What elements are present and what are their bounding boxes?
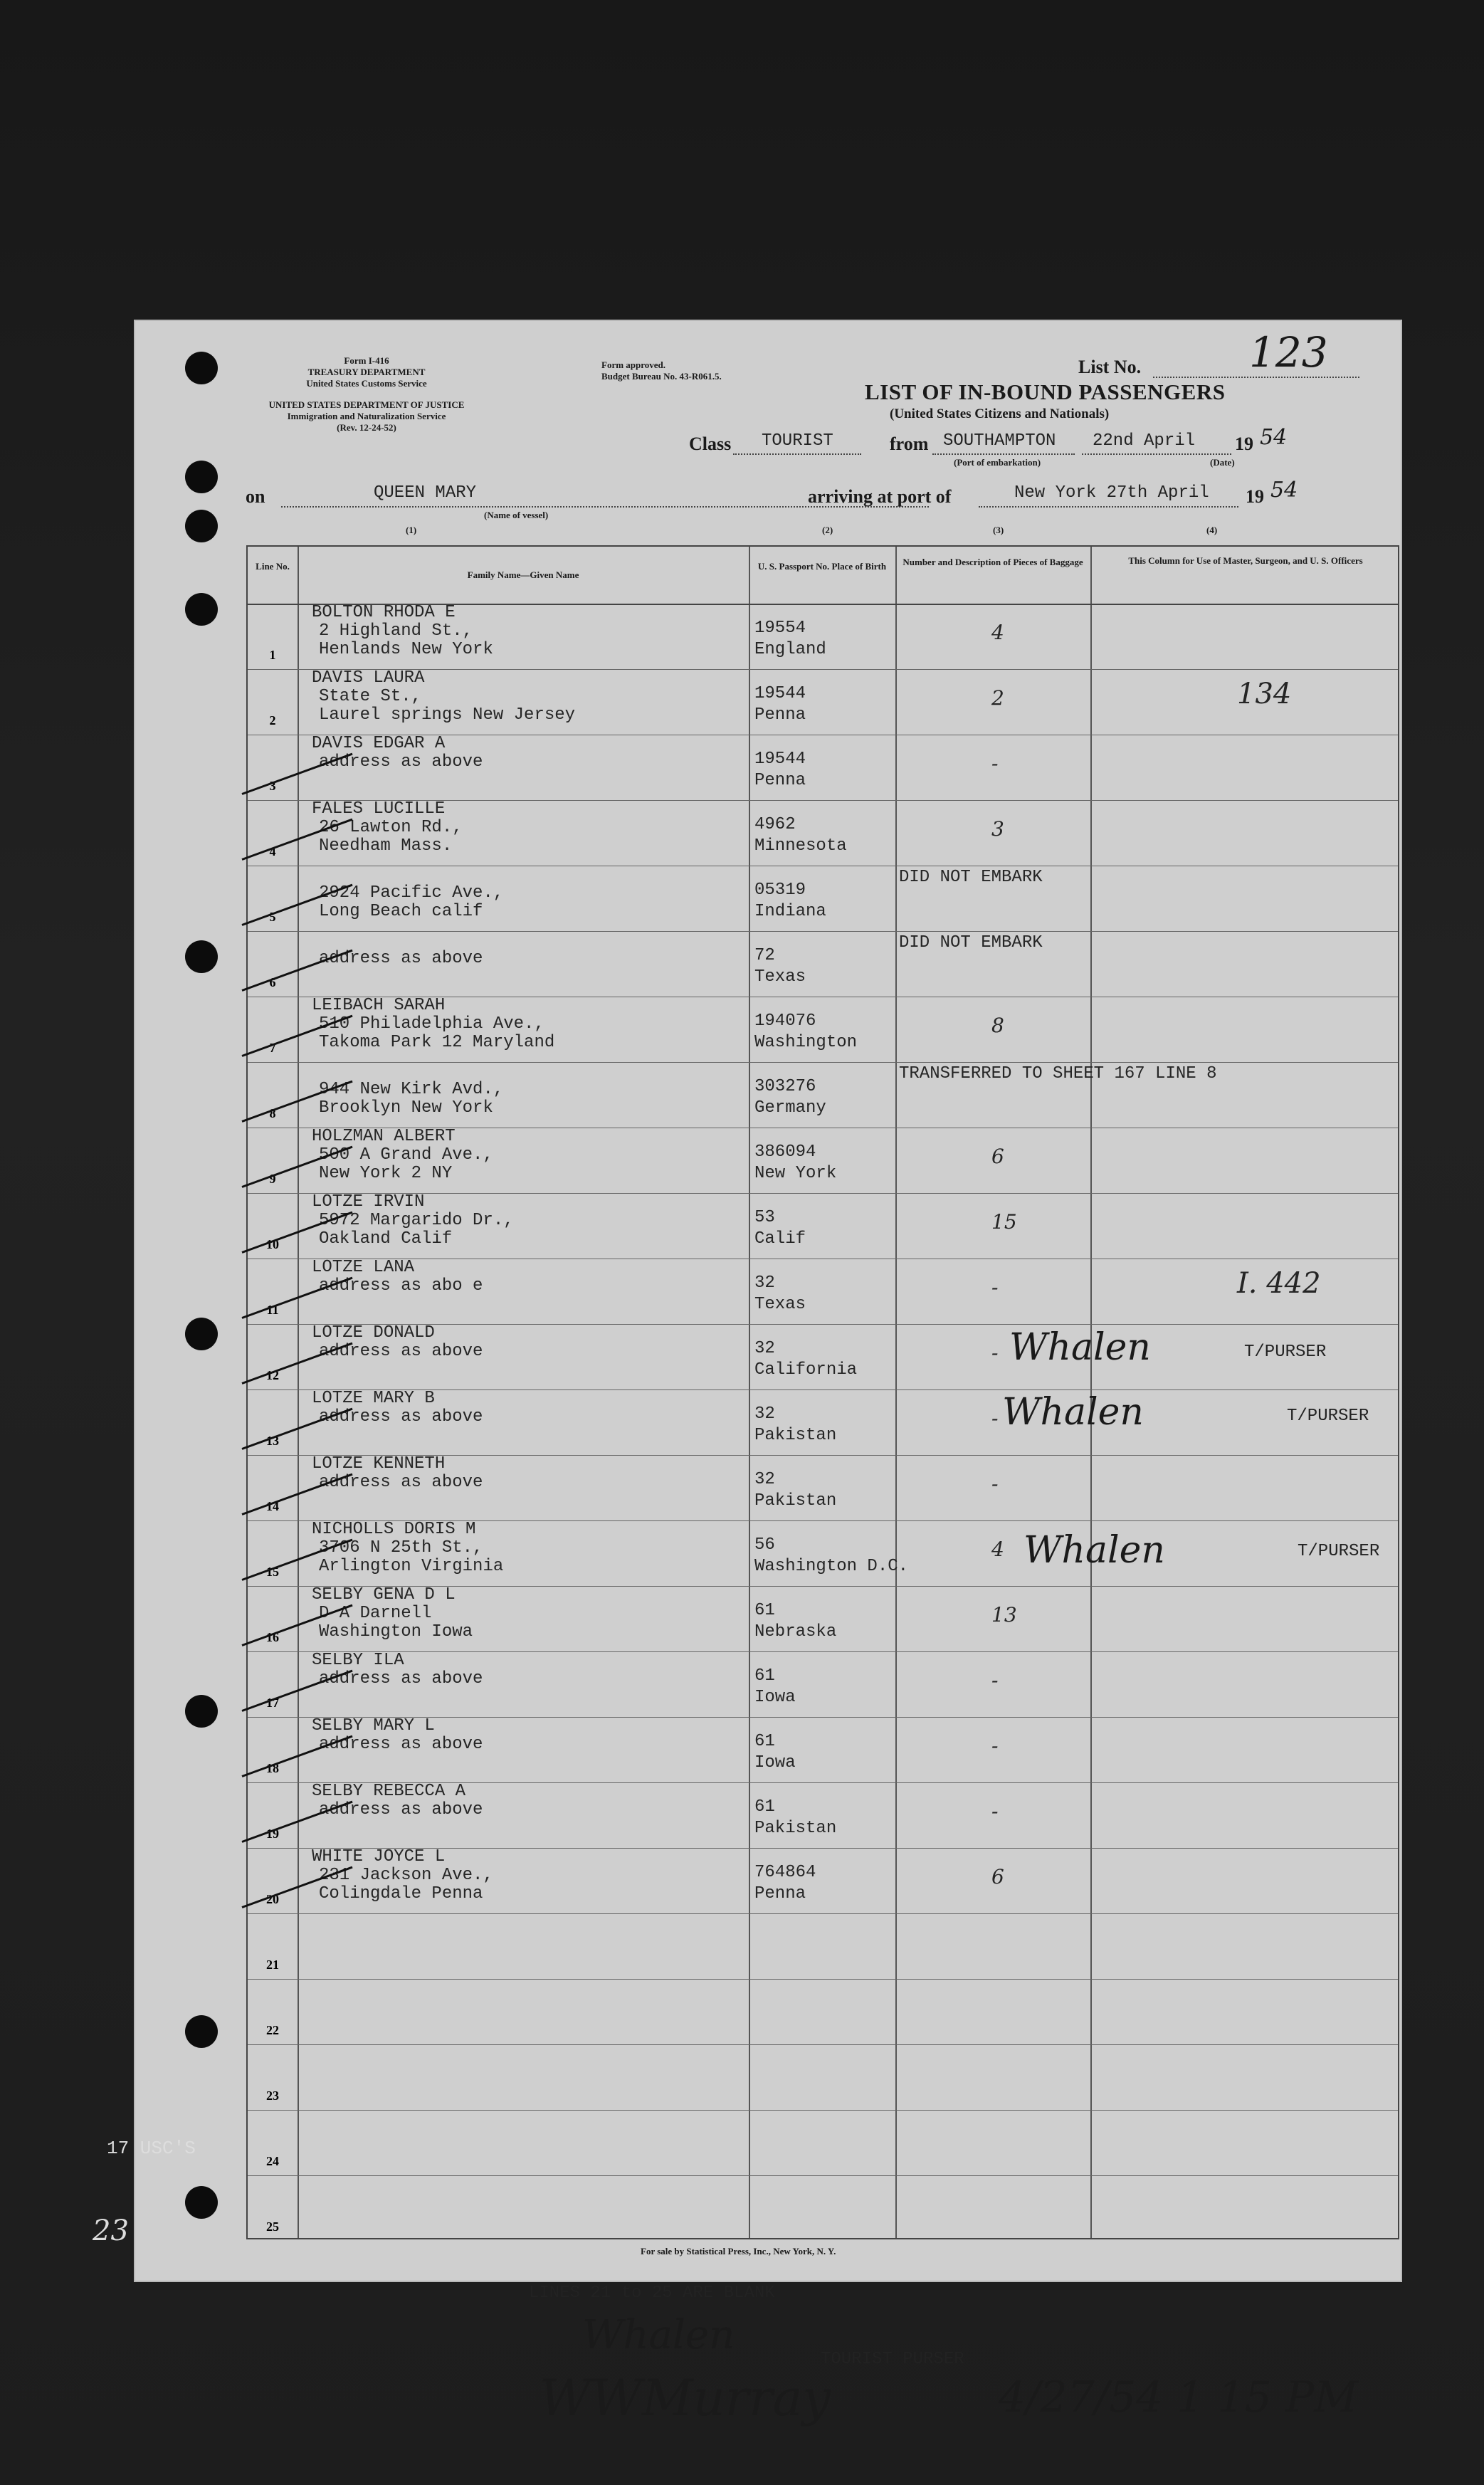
purser-signature: Whalen	[1009, 1326, 1151, 1369]
passport-number: 56	[754, 1535, 775, 1555]
place-of-birth: Pakistan	[754, 1819, 837, 1838]
passport-number: 61	[754, 1797, 775, 1817]
passport-number: 61	[754, 1601, 775, 1620]
purser-signature: Whalen	[1023, 1529, 1165, 1572]
passport-number: 32	[754, 1273, 775, 1293]
officer-note: TRANSFERRED TO SHEET 167 LINE 8	[899, 1064, 1217, 1083]
baggage-count: -	[991, 1472, 999, 1496]
list-no-value: 123	[1249, 328, 1328, 377]
passport-number: 19544	[754, 750, 806, 769]
line-number: 9	[269, 1172, 276, 1186]
passenger-address-line1: address as above	[319, 1735, 483, 1754]
punch-hole	[185, 510, 218, 542]
place-of-birth: Penna	[754, 771, 806, 790]
form-approved: Form approved.	[601, 359, 666, 370]
baggage-count: 8	[991, 1014, 1004, 1037]
year-value: 54	[1260, 425, 1288, 450]
embark-port: SOUTHAMPTON	[943, 431, 1056, 451]
passenger-name: BOLTON RHODA E	[312, 603, 456, 622]
passport-number: 194076	[754, 1012, 816, 1031]
manifest-sheet	[93, 320, 1402, 2427]
baggage-count: -	[991, 752, 999, 775]
baggage-count: -	[991, 1800, 999, 1823]
baggage-count: 13	[991, 1603, 1017, 1627]
baggage-count: 2	[991, 686, 1004, 710]
passenger-address-line2: Laurel springs New Jersey	[319, 705, 576, 725]
passenger-address-line1: D A Darnell	[319, 1604, 432, 1623]
port-caption: (Port of embarkation)	[954, 457, 1041, 468]
passenger-address-line1: address as above	[319, 1407, 483, 1427]
passenger-address-line1: address as above	[319, 752, 483, 772]
passenger-address-line1: address as above	[319, 1342, 483, 1361]
line-number: 6	[269, 975, 276, 989]
passenger-name: LOTZE IRVIN	[312, 1192, 425, 1212]
col-header-name: Family Name—Given Name	[467, 569, 579, 580]
col-header-line: Line No.	[256, 561, 290, 572]
passenger-address-line2: Arlington Virginia	[319, 1557, 504, 1576]
passport-number: 303276	[754, 1077, 816, 1096]
passenger-address-line1: 500 A Grand Ave.,	[319, 1145, 493, 1165]
place-of-birth: Washington D.C.	[754, 1557, 909, 1576]
col-num-1: (1)	[406, 525, 417, 535]
punch-hole	[185, 1318, 218, 1350]
passenger-name: LOTZE KENNETH	[312, 1454, 446, 1473]
passport-number: 19544	[754, 684, 806, 703]
passenger-address-line2: Brooklyn New York	[319, 1098, 493, 1118]
purser-signature: Whalen	[582, 2312, 735, 2358]
place-of-birth: Washington	[754, 1033, 858, 1052]
list-no-label: List No.	[1078, 357, 1142, 377]
passport-number: 61	[754, 1666, 775, 1686]
t-purser-label-5: T/PURSER	[1244, 1343, 1327, 1362]
passenger-address-line1: 944 New Kirk Avd.,	[319, 1080, 504, 1099]
line-number: 24	[266, 2154, 279, 2168]
punch-hole	[185, 461, 218, 493]
passenger-name: SELBY MARY L	[312, 1716, 435, 1735]
passenger-address-line1: 2 Highland St.,	[319, 621, 473, 641]
line-number: 7	[269, 1041, 276, 1055]
line-number: 20	[266, 1892, 279, 1906]
baggage-count: -	[991, 1407, 999, 1430]
passenger-name: SELBY GENA D L	[312, 1585, 456, 1604]
passport-number: 32	[754, 1470, 775, 1489]
class-value: TOURIST	[762, 431, 833, 451]
passenger-address-line1: address as above	[319, 1473, 483, 1492]
baggage-count: -	[991, 1669, 999, 1692]
passenger-address-line2: Takoma Park 12 Maryland	[319, 1033, 555, 1052]
punch-hole	[185, 352, 218, 384]
signature-date-time: 4/27/54 1 15 PM	[999, 2373, 1358, 2422]
line-number: 2	[269, 713, 276, 727]
baggage-count: -	[991, 1734, 999, 1758]
passenger-address-line2: Colingdale Penna	[319, 1884, 483, 1903]
passport-number: 19554	[754, 619, 806, 638]
passenger-address-line2: Washington Iowa	[319, 1622, 473, 1641]
line-number: 8	[269, 1106, 276, 1120]
line-number: 10	[266, 1237, 279, 1251]
ins-service: Immigration and Naturalization Service	[287, 411, 446, 421]
line-number: 1	[269, 648, 276, 662]
treasury-dept: TREASURY DEPARTMENT	[307, 367, 426, 377]
passport-number: 53	[754, 1208, 775, 1227]
line-number: 25	[266, 2219, 279, 2234]
blank-lines-note: LINES 21 to 25 ARE BLANK	[529, 2284, 775, 2303]
baggage-count: 15	[991, 1210, 1017, 1234]
officer-note: DID NOT EMBARK	[899, 933, 1043, 952]
passenger-address-line1: address as abo e	[319, 1276, 483, 1296]
baggage-count: -	[991, 1341, 999, 1365]
col-num-4: (4)	[1206, 525, 1218, 535]
place-of-birth: England	[754, 640, 826, 659]
baggage-count: 4	[991, 1538, 1004, 1561]
punch-hole	[185, 2186, 218, 2219]
col-header-baggage: Number and Description of Pieces of Baggage	[902, 557, 1083, 567]
punch-hole	[185, 940, 218, 973]
baggage-count: 6	[991, 1865, 1004, 1888]
line-number: 19	[266, 1827, 279, 1841]
place-of-birth: Iowa	[754, 1753, 796, 1772]
col-num-3: (3)	[993, 525, 1004, 535]
passport-number: 72	[754, 946, 775, 965]
place-of-birth: Texas	[754, 1295, 806, 1314]
form-number: Form I-416	[344, 355, 389, 366]
passenger-address-line1: 5972 Margarido Dr.,	[319, 1211, 514, 1230]
printer-footer: For sale by Statistical Press, Inc., New York, N. Y.	[641, 2246, 836, 2257]
place-of-birth: Penna	[754, 1884, 806, 1903]
passport-number: 386094	[754, 1142, 816, 1162]
baggage-count: 6	[991, 1145, 1004, 1168]
passport-number: 32	[754, 1339, 775, 1358]
arriving-label: arriving at port of	[808, 486, 952, 507]
passenger-address-line2: Henlands New York	[319, 640, 493, 659]
passenger-name: WHITE JOYCE L	[312, 1847, 446, 1866]
passport-number: 764864	[754, 1863, 816, 1882]
col-num-2: (2)	[822, 525, 833, 535]
arrival-year: 54	[1270, 478, 1298, 503]
passenger-address-line1: 26 Lawton Rd.,	[319, 818, 463, 837]
passenger-address-line1: 3706 N 25th St.,	[319, 1538, 483, 1557]
arrival-year-prefix: 19	[1246, 486, 1264, 507]
t-purser-label-8: T/PURSER	[1298, 1542, 1380, 1561]
line-number: 21	[266, 1958, 279, 1972]
officer-note: I. 442	[1237, 1267, 1321, 1300]
margin-usc-note: 17 USC'S	[107, 2138, 196, 2159]
baggage-count: 3	[991, 817, 1004, 841]
officer-note: DID NOT EMBARK	[899, 868, 1043, 887]
passenger-address-line1: 231 Jackson Ave.,	[319, 1866, 493, 1885]
punch-hole	[185, 2015, 218, 2048]
purser-signature: Whalen	[1002, 1391, 1144, 1434]
passport-number: 4962	[754, 815, 796, 834]
line-number: 4	[269, 844, 276, 858]
place-of-birth: Texas	[754, 967, 806, 987]
vessel-name: QUEEN MARY	[374, 483, 477, 503]
on-label: on	[246, 486, 265, 507]
line-number: 16	[266, 1630, 279, 1644]
justice-dept: UNITED STATES DEPARTMENT OF JUSTICE	[268, 399, 465, 410]
place-of-birth: Minnesota	[754, 836, 847, 856]
place-of-birth: Iowa	[754, 1688, 796, 1707]
budget-bureau: Budget Bureau No. 43-R061.5.	[601, 371, 722, 382]
passenger-name: SELBY REBECCA A	[312, 1782, 466, 1801]
place-of-birth: California	[754, 1360, 858, 1380]
place-of-birth: Nebraska	[754, 1622, 837, 1641]
vessel-caption: (Name of vessel)	[484, 510, 549, 520]
baggage-count: 4	[991, 621, 1004, 644]
col-header-officers: This Column for Use of Master, Surgeon, and U. S. Officers	[1128, 555, 1363, 566]
passenger-address-line2: Oakland Calif	[319, 1229, 453, 1249]
t-purser-label-6: T/PURSER	[1287, 1407, 1369, 1426]
year-prefix: 19	[1235, 434, 1253, 454]
line-number: 22	[266, 2023, 279, 2037]
passenger-address-line1: address as above	[319, 949, 483, 968]
place-of-birth: Pakistan	[754, 1426, 837, 1445]
passenger-name: NICHOLLS DORIS M	[312, 1520, 476, 1539]
class-label: Class	[689, 434, 732, 454]
passenger-address-line1: address as above	[319, 1800, 483, 1819]
arrival-port-date: New York 27th April	[1014, 483, 1209, 503]
line-number: 18	[266, 1761, 279, 1775]
line-number: 15	[266, 1565, 279, 1579]
officer-signature: WWMurray	[540, 2369, 831, 2427]
tourist-purser-label: TOURIST PURSER	[821, 2350, 964, 2369]
place-of-birth: New York	[754, 1164, 837, 1183]
passenger-name: HOLZMAN ALBERT	[312, 1127, 456, 1146]
line-number: 3	[269, 779, 276, 793]
line-number: 23	[266, 2089, 279, 2103]
punch-hole	[185, 1695, 218, 1728]
from-label: from	[890, 434, 929, 454]
document-title: LIST OF IN-BOUND PASSENGERS	[865, 379, 1226, 404]
passenger-address-line1: address as above	[319, 1669, 483, 1688]
passenger-address-line1: State St.,	[319, 687, 422, 706]
customs-service: United States Customs Service	[306, 378, 427, 389]
line-number: 17	[266, 1696, 279, 1710]
passenger-name: DAVIS EDGAR A	[312, 734, 446, 753]
passenger-address-line2: New York 2 NY	[319, 1164, 453, 1183]
date-caption: (Date)	[1210, 457, 1235, 468]
document-subtitle: (United States Citizens and Nationals)	[890, 406, 1110, 421]
passport-number: 32	[754, 1404, 775, 1424]
place-of-birth: Germany	[754, 1098, 826, 1118]
line-number: 12	[266, 1368, 279, 1382]
margin-number: 23	[93, 2215, 129, 2247]
place-of-birth: Pakistan	[754, 1491, 837, 1511]
passenger-address-line1: 510 Philadelphia Ave.,	[319, 1014, 544, 1034]
passenger-name: LEIBACH SARAH	[312, 996, 446, 1015]
place-of-birth: Indiana	[754, 902, 826, 921]
passenger-name: FALES LUCILLE	[312, 799, 446, 819]
place-of-birth: Penna	[754, 705, 806, 725]
officer-note: 134	[1237, 678, 1292, 710]
revision: (Rev. 12-24-52)	[337, 422, 396, 433]
passenger-address-line1: 2924 Pacific Ave.,	[319, 883, 504, 903]
embark-date: 22nd April	[1093, 431, 1196, 451]
col-header-passport: U. S. Passport No. Place of Birth	[757, 561, 887, 572]
passenger-name: LOTZE DONALD	[312, 1323, 435, 1343]
passenger-name: SELBY ILA	[312, 1651, 404, 1670]
passenger-name: LOTZE MARY B	[312, 1389, 435, 1408]
baggage-count: -	[991, 1276, 999, 1299]
line-number: 13	[266, 1434, 279, 1448]
passenger-name: DAVIS LAURA	[312, 668, 425, 688]
line-number: 11	[266, 1303, 279, 1317]
passenger-address-line2: Long Beach calif	[319, 902, 483, 921]
line-number: 14	[266, 1499, 279, 1513]
passport-number: 05319	[754, 881, 806, 900]
place-of-birth: Calif	[754, 1229, 806, 1249]
passenger-address-line2: Needham Mass.	[319, 836, 453, 856]
passport-number: 61	[754, 1732, 775, 1751]
passenger-name: LOTZE LANA	[312, 1258, 415, 1277]
punch-hole	[185, 593, 218, 626]
line-number: 5	[269, 910, 276, 924]
